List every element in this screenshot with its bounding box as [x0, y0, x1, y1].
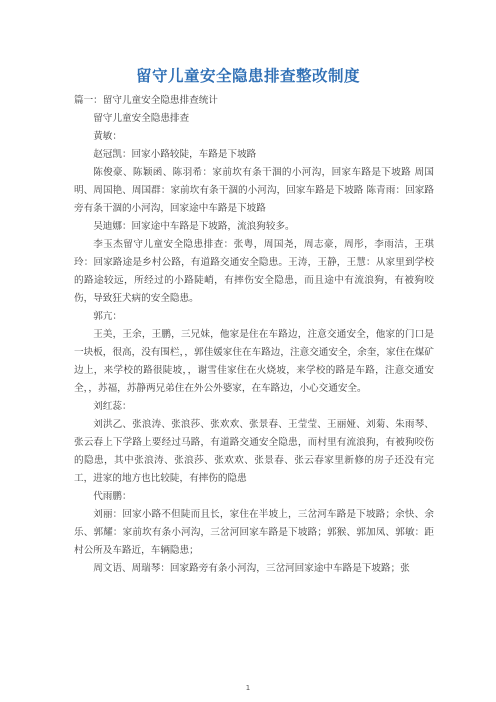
paragraph: 刘洪乙、张浪涛、张浪莎、张欢欢、张景春、王莹莹、王丽娅、刘菊、朱雨琴、张云春上下学路上要经过马路，有道路交通安全隐患，而村里有流浪狗，有被狗咬伤的隐患，其中张浪涛、张浪莎、张欢欢、张景春、张云春家里新修的房子还没有完工，进家的地方也比较陡，有摔伤的隐患 [74, 419, 434, 484]
paragraph: 赵冠凯：回家小路较陡，车路是下坡路 [93, 149, 257, 160]
paragraph: 陈俊豪、陈颖函、陈羽希：家前坎有条干涸的小河沟，回家车路是下坡路 周国明、周国艳、周国群：家前坎有条干涸的小河沟，回家车路是下坡路 陈青雨：回家路旁有条干涸的小河沟，回家途中车路是下坡路 [74, 167, 434, 214]
document-body [74, 92, 434, 578]
paragraph: 刘红蕊： [93, 401, 132, 412]
paragraph: 王美，王余，王鹏，三兄妹，他家是住在车路边，注意交通安全，他家的门口是一块板，很高，没有围栏，，郭佳媛家住在车路边，注意交通安全，余奎，家住在煤矿边上，来学校的路很陡坡，，谢雪佳家住在火烧坡，来学校的路是车路，注意交通安全，，苏福，苏静两兄弟住在外公外婆家，在车路边，小心交通安全。 [74, 329, 434, 394]
paragraph: 郭亢： [93, 311, 122, 322]
document-title: 留守儿童安全隐患排查整改制度 [135, 67, 360, 85]
paragraph: 黄敏： [93, 131, 122, 142]
paragraph: 李玉杰留守儿童安全隐患排查：张粤，周国尧，周志豪，周彤，李雨洁，王琪玲：回家路途是乡村公路，有道路交通安全隐患。王涛，王静，王慧：从家里到学校的路途较远，所经过的小路陡峭，有摔伤安全隐患，而且途中有流浪狗，有被狗咬伤，导致狂犬病的安全隐患。 [74, 239, 434, 304]
paragraph: 代雨鹏： [93, 491, 132, 502]
paragraph: 留守儿童安全隐患排查 [93, 113, 190, 124]
page-number: 1 [245, 684, 251, 692]
paragraph: 刘丽：回家小路不但陡而且长，家住在半坡上，三岔河车路是下坡路；余快、余乐、郭耀：家前坎有条小河沟，三岔河回家车路是下坡路；郭猴、郭加凤、郭敏：距村公所及车路近，车辆隐患； [74, 509, 434, 556]
paragraph: 吴迪娜：回家途中车路是下坡路，流浪狗较多。 [93, 221, 295, 232]
paragraph: 篇一：留守儿童安全隐患排查统计 [74, 95, 218, 106]
paragraph: 周文语、周瑞琴：回家路旁有条小河沟，三岔河回家途中车路是下坡路；张 [93, 563, 410, 574]
